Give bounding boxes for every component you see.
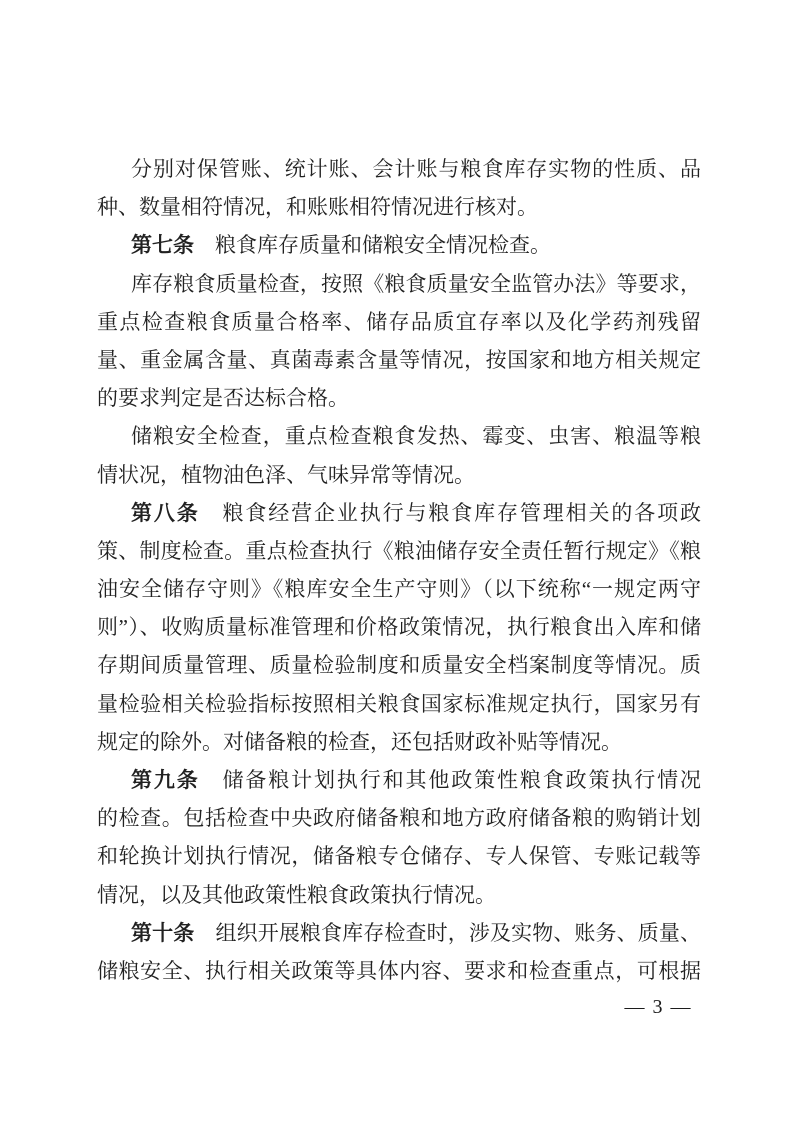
text-line (97, 226, 701, 264)
text-line (97, 837, 701, 875)
article-number: 第八条 (131, 501, 200, 525)
line-text: 储备粮计划执行和其他政策性粮食政策执行情况 (199, 768, 701, 792)
text-line (97, 570, 701, 608)
text-line (97, 303, 701, 341)
line-text: 库存粮食质量检查，按照《粮食质量安全监管办法》等要求， (131, 271, 701, 296)
line-text: 和轮换计划执行情况，储备粮专仓储存、专人保管、专账记载等 (97, 844, 701, 869)
line-text: 油安全储存守则》《粮库安全生产守则》（以下统称“一规定两守 (97, 577, 701, 602)
text-line (97, 646, 701, 684)
text-line (97, 379, 701, 417)
line-text: 组织开展粮食库存检查时，涉及实物、账务、质量、 (194, 920, 702, 945)
line-text: 粮食库存质量和储粮安全情况检查。 (194, 233, 551, 258)
text-line (97, 876, 701, 914)
line-text: 量检验相关检验指标按照相关粮食国家标准规定执行，国家另有 (97, 691, 701, 716)
text-line (97, 952, 701, 990)
text-line (97, 494, 701, 532)
line-text: 粮食经营企业执行与粮食库存管理相关的各项政 (199, 500, 701, 525)
line-text: 重点检查粮食质量合格率、储存品质宜存率以及化学药剂残留 (97, 309, 701, 334)
line-text: 储粮安全、执行相关政策等具体内容、要求和检查重点，可根据 (97, 958, 701, 983)
line-text: 的要求判定是否达标合格。 (97, 386, 349, 411)
line-text: 量、重金属含量、真菌毒素含量等情况，按国家和地方相关规定 (97, 347, 701, 372)
line-text: 储粮安全检查，重点检查粮食发热、霉变、虫害、粮温等粮 (131, 424, 701, 449)
article-number: 第十条 (131, 921, 195, 945)
text-line (97, 417, 701, 455)
article-number: 第七条 (131, 234, 194, 258)
article-number: 第九条 (131, 769, 200, 792)
line-text: 存期间质量管理、质量检验制度和质量安全档案制度等情况。质 (97, 653, 701, 678)
text-line (97, 761, 701, 799)
text-line (97, 341, 701, 379)
line-text: 情况，以及其他政策性粮食政策执行情况。 (97, 882, 496, 907)
text-line (97, 799, 701, 837)
line-text: 规定的除外。对储备粮的检查，还包括财政补贴等情况。 (97, 729, 622, 754)
text-line (97, 150, 701, 188)
line-text: 策、制度检查。重点检查执行《粮油储存安全责任暂行规定》《粮 (97, 538, 701, 563)
line-text: 分别对保管账、统计账、会计账与粮食库存实物的性质、品 (131, 157, 701, 181)
text-line (97, 532, 701, 570)
line-text: 情状况，植物油色泽、气味异常等情况。 (97, 462, 475, 487)
line-text: 种、数量相符情况，和账账相符情况进行核对。 (97, 195, 538, 220)
page-number: — 3 — (624, 996, 692, 1018)
text-line (97, 723, 701, 761)
line-text: 的检查。包括检查中央政府储备粮和地方政府储备粮的购销计划 (97, 806, 701, 831)
text-line (97, 188, 701, 226)
text-block (97, 150, 701, 990)
text-line (97, 608, 701, 646)
text-line (97, 265, 701, 303)
text-line (97, 685, 701, 723)
text-line (97, 914, 701, 952)
line-text: 则”）、收购质量标准管理和价格政策情况，执行粮食出入库和储 (97, 615, 701, 640)
text-line (97, 456, 701, 494)
